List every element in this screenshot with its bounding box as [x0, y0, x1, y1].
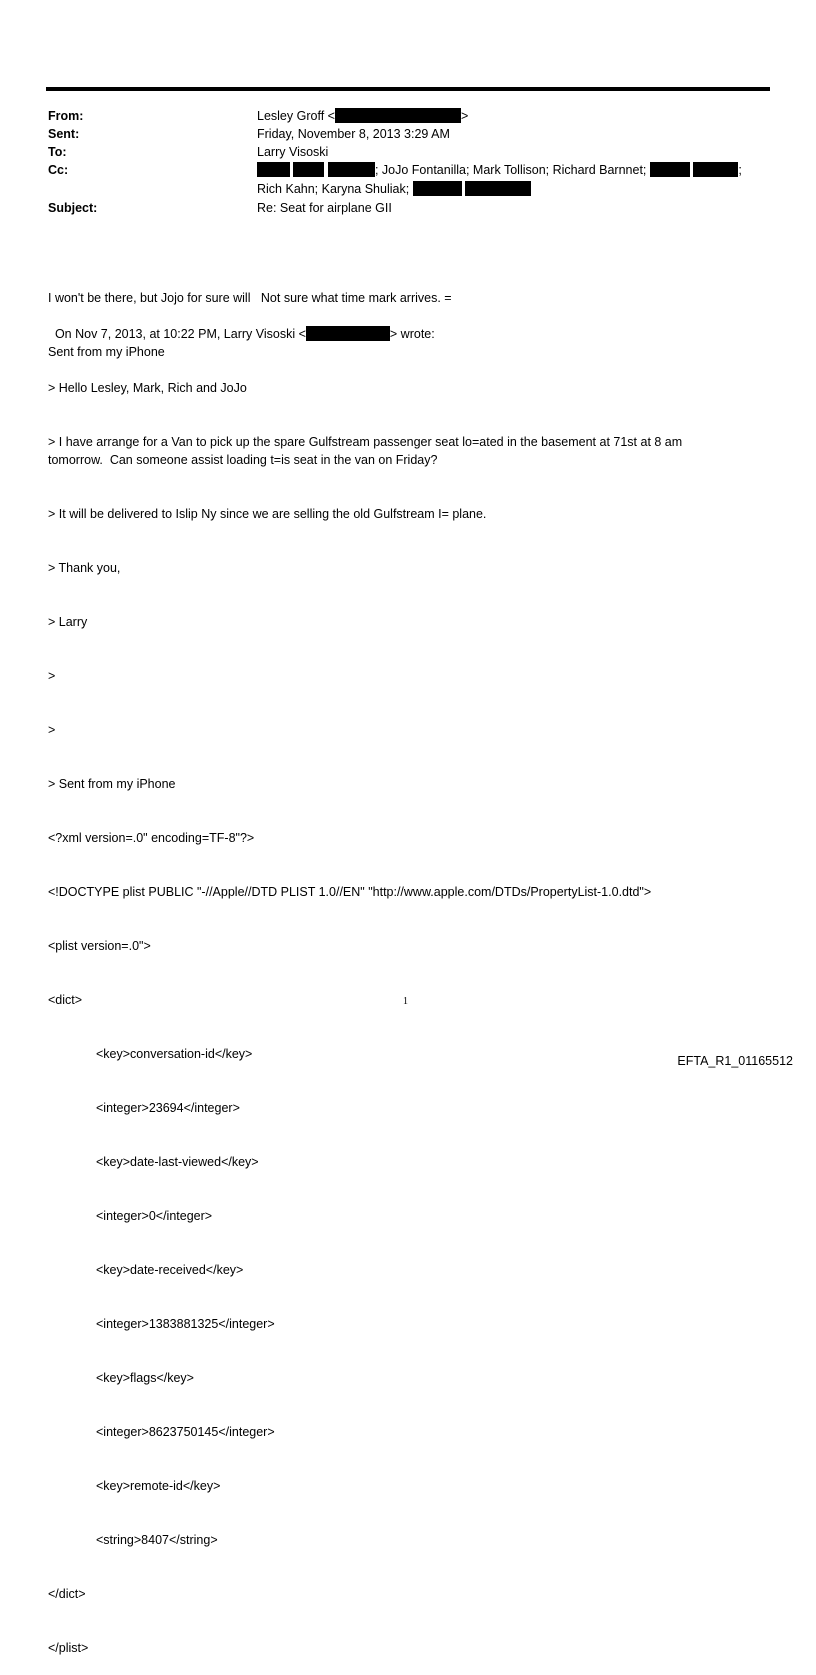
xml-line: <key>date-received</key>	[96, 1263, 244, 1277]
xml-line: <key>flags</key>	[96, 1371, 194, 1385]
quote-intro-pre: On Nov 7, 2013, at 10:22 PM, Larry Visoski <	[54, 327, 306, 341]
subject-label: Subject:	[48, 201, 98, 215]
xml-line: <plist version=.0">	[48, 939, 151, 953]
redaction-block	[465, 181, 531, 196]
redaction-block	[306, 326, 390, 341]
redaction-block	[293, 162, 324, 177]
quoted-line: >	[48, 723, 56, 737]
quoted-line: > Hello Lesley, Mark, Rich and JoJo	[48, 381, 247, 395]
cc-line-2	[257, 180, 531, 198]
xml-line: <integer>23694</integer>	[96, 1101, 240, 1115]
xml-line: <string>8407</string>	[96, 1533, 218, 1547]
xml-line: <?xml version=.0" encoding=TF-8"?>	[48, 831, 255, 845]
xml-line: <key>conversation-id</key>	[96, 1047, 253, 1061]
quoted-line: > Sent from my iPhone	[48, 777, 176, 791]
xml-line: </dict>	[48, 1587, 86, 1601]
xml-line: <key>date-last-viewed</key>	[96, 1155, 259, 1169]
redaction-block	[257, 162, 290, 177]
quote-intro	[48, 307, 748, 343]
xml-line: <!DOCTYPE plist PUBLIC "-//Apple//DTD PLIST 1.0//EN" "http://www.apple.com/DTDs/PropertyList-1.0.dtd">	[48, 885, 652, 899]
redaction-block	[328, 162, 375, 177]
quoted-message	[48, 343, 748, 1675]
xml-line: <dict>	[48, 993, 83, 1007]
from-name: Lesley Groff <	[257, 109, 335, 123]
header-rule	[46, 87, 770, 91]
from-close: >	[460, 109, 469, 123]
cc-label: Cc:	[48, 163, 69, 177]
cc-names-2: Rich Kahn; Karyna Shuliak;	[257, 182, 410, 196]
to-label: To:	[48, 145, 67, 159]
cc-names: ; JoJo Fontanilla; Mark Tollison; Richard Barnnet;	[374, 163, 647, 177]
from-value	[257, 107, 468, 125]
from-label: From:	[48, 109, 84, 123]
quoted-line: > It will be delivered to Islip Ny since we are selling the old Gulfstream I= plane.	[48, 507, 487, 521]
reply-signature: Sent from my iPhone	[48, 345, 165, 359]
cc-line-1	[257, 161, 742, 179]
redaction-block	[693, 162, 738, 177]
redaction-block	[650, 162, 690, 177]
xml-line: <key>remote-id</key>	[96, 1479, 221, 1493]
to-value: Larry Visoski	[257, 145, 329, 159]
xml-line: <integer>1383881325</integer>	[96, 1317, 275, 1331]
redaction-block	[335, 108, 461, 123]
xml-line: <integer>0</integer>	[96, 1209, 213, 1223]
sent-label: Sent:	[48, 127, 80, 141]
redaction-block	[413, 181, 462, 196]
document-id: EFTA_R1_01165512	[677, 1054, 793, 1068]
cc-line-end: ;	[738, 163, 742, 177]
quoted-line: >	[48, 669, 56, 683]
quoted-line: > Larry	[48, 615, 88, 629]
quoted-line: > Thank you,	[48, 561, 121, 575]
subject-value: Re: Seat for airplane GII	[257, 201, 392, 215]
reply-line: I won't be there, but Jojo for sure will Not sure what time mark arrives. =	[48, 291, 452, 305]
sent-value: Friday, November 8, 2013 3:29 AM	[257, 127, 450, 141]
xml-line: <integer>8623750145</integer>	[96, 1425, 275, 1439]
quoted-line: > I have arrange for a Van to pick up the spare Gulfstream passenger seat lo=ated in the basement at 71st at 8 am tomorrow. Can someone assist loading t=is seat in the van on Friday?	[48, 435, 686, 467]
xml-line: </plist>	[48, 1641, 89, 1655]
quote-intro-post: > wrote:	[389, 327, 435, 341]
page-number: 1	[403, 996, 408, 1007]
